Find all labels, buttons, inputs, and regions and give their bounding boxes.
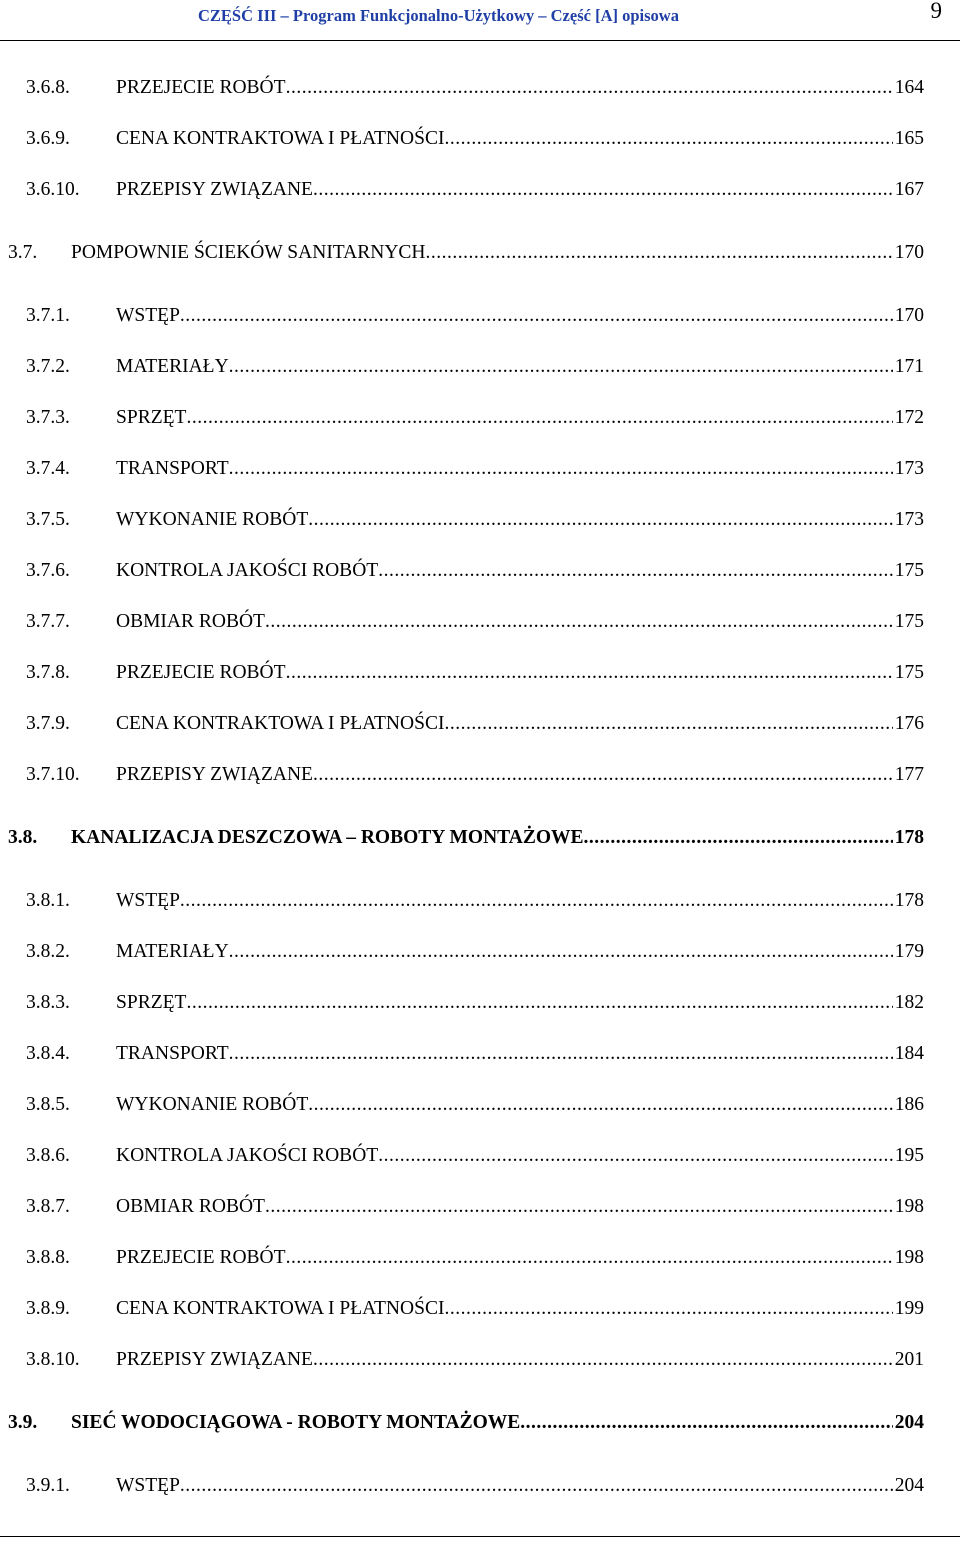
dot-leader <box>265 596 893 647</box>
toc-entry-number: 3.7.6. <box>26 560 70 581</box>
dot-leader <box>444 113 892 164</box>
toc-entry-number: 3.7.4. <box>26 458 70 479</box>
toc-entry-page: 178 <box>894 827 924 848</box>
toc-entry-3-8-10[interactable] <box>26 1334 924 1385</box>
toc-entry-title: WSTĘP <box>116 1475 180 1496</box>
toc-section-3-9[interactable] <box>8 1397 924 1448</box>
dot-leader <box>186 392 892 443</box>
dot-leader <box>444 1283 892 1334</box>
toc-entry-page: 176 <box>894 713 924 734</box>
toc-entry-title: CENA KONTRAKTOWA I PŁATNOŚCI <box>116 713 445 734</box>
dot-leader <box>229 1028 893 1079</box>
toc-entry-page: 164 <box>894 77 924 98</box>
dot-leader <box>378 1130 893 1181</box>
toc-entry-3-8-3[interactable] <box>26 977 924 1028</box>
toc-entry-3-8-7[interactable] <box>26 1181 924 1232</box>
toc-entry-page: 167 <box>894 179 924 200</box>
toc-entry-title: SIEĆ WODOCIĄGOWA - ROBOTY MONTAŻOWE <box>71 1412 521 1433</box>
toc-entry-title: WYKONANIE ROBÓT <box>116 1094 309 1115</box>
toc-entry-title: MATERIAŁY <box>116 356 229 377</box>
toc-entry-3-8-6[interactable] <box>26 1130 924 1181</box>
dot-leader <box>265 1181 893 1232</box>
toc-entry-3-7-2[interactable] <box>26 341 924 392</box>
dot-leader <box>180 290 893 341</box>
toc-entry-number: 3.8.3. <box>26 992 70 1013</box>
toc-entry-number: 3.7. <box>8 242 38 263</box>
toc-entry-number: 3.7.10. <box>26 764 80 785</box>
toc-entry-3-7-1[interactable] <box>26 290 924 341</box>
dot-leader <box>584 812 893 863</box>
toc-entry-title: SPRZĘT <box>116 407 187 428</box>
toc-entry-page: 175 <box>894 662 924 683</box>
toc-entry-3-8-5[interactable] <box>26 1079 924 1130</box>
dot-leader <box>186 977 892 1028</box>
dot-leader <box>444 698 892 749</box>
dot-leader <box>286 647 893 698</box>
toc-entry-3-9-1[interactable] <box>26 1460 924 1511</box>
toc-entry-title: POMPOWNIE ŚCIEKÓW SANITARNYCH <box>71 242 426 263</box>
toc-entry-number: 3.8.10. <box>26 1349 80 1370</box>
toc-entry-title: KONTROLA JAKOŚCI ROBÓT <box>116 560 379 581</box>
dot-leader <box>313 164 893 215</box>
dot-leader <box>286 1232 893 1283</box>
dot-leader <box>180 1460 893 1511</box>
toc-entry-3-7-5[interactable] <box>26 494 924 545</box>
toc-entry-title: CENA KONTRAKTOWA I PŁATNOŚCI <box>116 128 445 149</box>
toc-entry-number: 3.8.4. <box>26 1043 70 1064</box>
dot-leader <box>313 749 893 800</box>
toc-entry-page: 175 <box>894 560 924 581</box>
toc-entry-number: 3.7.9. <box>26 713 70 734</box>
toc-entry-page: 199 <box>894 1298 924 1319</box>
page-header <box>0 0 960 41</box>
toc-entry-3-7-6[interactable] <box>26 545 924 596</box>
toc-entry-page: 170 <box>894 242 924 263</box>
toc-entry-title: SPRZĘT <box>116 992 187 1013</box>
toc-entry-number: 3.7.7. <box>26 611 70 632</box>
toc-entry-3-7-7[interactable] <box>26 596 924 647</box>
dot-leader <box>313 1334 893 1385</box>
toc-entry-3-7-10[interactable] <box>26 749 924 800</box>
toc-entry-page: 182 <box>894 992 924 1013</box>
dot-leader <box>378 545 893 596</box>
toc-entry-title: KONTROLA JAKOŚCI ROBÓT <box>116 1145 379 1166</box>
toc-entry-page: 201 <box>894 1349 924 1370</box>
toc-entry-title: WSTĘP <box>116 305 180 326</box>
toc-entry-3-8-2[interactable] <box>26 926 924 977</box>
toc-entry-number: 3.9. <box>8 1412 38 1433</box>
toc-entry-3-7-8[interactable] <box>26 647 924 698</box>
toc-entry-number: 3.8.8. <box>26 1247 70 1268</box>
toc-entry-number: 3.8.9. <box>26 1298 70 1319</box>
toc-entry-number: 3.6.8. <box>26 77 70 98</box>
toc-entry-title: PRZEJECIE ROBÓT <box>116 77 286 98</box>
toc-entry-number: 3.6.9. <box>26 128 70 149</box>
toc-section-3-8[interactable] <box>8 812 924 863</box>
toc-entry-title: OBMIAR ROBÓT <box>116 611 265 632</box>
toc-entry-3-7-3[interactable] <box>26 392 924 443</box>
toc-entry-page: 204 <box>894 1475 924 1496</box>
toc-entry-title: KANALIZACJA DESZCZOWA – ROBOTY MONTAŻOWE <box>71 827 584 848</box>
toc-entry-title: PRZEJECIE ROBÓT <box>116 1247 286 1268</box>
toc-entry-3-8-1[interactable] <box>26 875 924 926</box>
toc-entry-number: 3.7.8. <box>26 662 70 683</box>
toc-entry-number: 3.7.5. <box>26 509 70 530</box>
toc-entry-title: WYKONANIE ROBÓT <box>116 509 309 530</box>
dot-leader <box>308 494 892 545</box>
dot-leader <box>229 341 893 392</box>
toc-entry-number: 3.8. <box>8 827 38 848</box>
table-of-contents <box>8 62 924 1511</box>
toc-entry-title: PRZEPISY ZWIĄZANE <box>116 764 313 785</box>
toc-entry-page: 173 <box>894 509 924 530</box>
toc-entry-page: 198 <box>894 1196 924 1217</box>
toc-entry-3-7-4[interactable] <box>26 443 924 494</box>
dot-leader <box>180 875 893 926</box>
toc-entry-page: 175 <box>894 611 924 632</box>
toc-entry-page: 178 <box>894 890 924 911</box>
toc-entry-title: TRANSPORT <box>116 1043 229 1064</box>
toc-entry-number: 3.8.7. <box>26 1196 70 1217</box>
toc-entry-3-8-8[interactable] <box>26 1232 924 1283</box>
dot-leader <box>286 62 893 113</box>
toc-entry-page: 170 <box>894 305 924 326</box>
dot-leader <box>520 1397 892 1448</box>
toc-entry-number: 3.8.1. <box>26 890 70 911</box>
toc-entry-number: 3.8.6. <box>26 1145 70 1166</box>
header-title: CZĘŚĆ III – Program Funkcjonalno-Użytkowy – Część [A] opisowa <box>198 6 679 25</box>
toc-entry-3-6-8[interactable] <box>26 62 924 113</box>
toc-entry-number: 3.8.2. <box>26 941 70 962</box>
toc-entry-page: 173 <box>894 458 924 479</box>
toc-entry-title: OBMIAR ROBÓT <box>116 1196 265 1217</box>
toc-entry-page: 198 <box>894 1247 924 1268</box>
dot-leader <box>229 926 893 977</box>
toc-entry-number: 3.7.1. <box>26 305 70 326</box>
toc-entry-page: 186 <box>894 1094 924 1115</box>
toc-entry-page: 177 <box>894 764 924 785</box>
toc-entry-title: CENA KONTRAKTOWA I PŁATNOŚCI <box>116 1298 445 1319</box>
toc-entry-title: TRANSPORT <box>116 458 229 479</box>
dot-leader <box>426 227 893 278</box>
toc-entry-title: WSTĘP <box>116 890 180 911</box>
dot-leader <box>308 1079 892 1130</box>
toc-entry-number: 3.9.1. <box>26 1475 70 1496</box>
toc-entry-number: 3.6.10. <box>26 179 80 200</box>
toc-entry-number: 3.8.5. <box>26 1094 70 1115</box>
toc-entry-title: PRZEPISY ZWIĄZANE <box>116 179 313 200</box>
header-page-number: 9 <box>930 0 942 23</box>
toc-entry-title: PRZEJECIE ROBÓT <box>116 662 286 683</box>
toc-entry-page: 171 <box>894 356 924 377</box>
toc-entry-3-8-4[interactable] <box>26 1028 924 1079</box>
toc-entry-number: 3.7.3. <box>26 407 70 428</box>
footer-rule <box>0 1536 960 1537</box>
toc-entry-title: PRZEPISY ZWIĄZANE <box>116 1349 313 1370</box>
toc-entry-3-7-9[interactable] <box>26 698 924 749</box>
toc-entry-page: 165 <box>894 128 924 149</box>
toc-entry-page: 195 <box>894 1145 924 1166</box>
toc-entry-page: 172 <box>894 407 924 428</box>
toc-entry-3-8-9[interactable] <box>26 1283 924 1334</box>
toc-section-3-7[interactable] <box>8 227 924 278</box>
toc-entry-3-6-9[interactable] <box>26 113 924 164</box>
toc-entry-title: MATERIAŁY <box>116 941 229 962</box>
dot-leader <box>229 443 893 494</box>
toc-entry-page: 184 <box>894 1043 924 1064</box>
toc-entry-number: 3.7.2. <box>26 356 70 377</box>
toc-entry-page: 179 <box>894 941 924 962</box>
toc-entry-page: 204 <box>894 1412 924 1433</box>
toc-entry-3-6-10[interactable] <box>26 164 924 215</box>
